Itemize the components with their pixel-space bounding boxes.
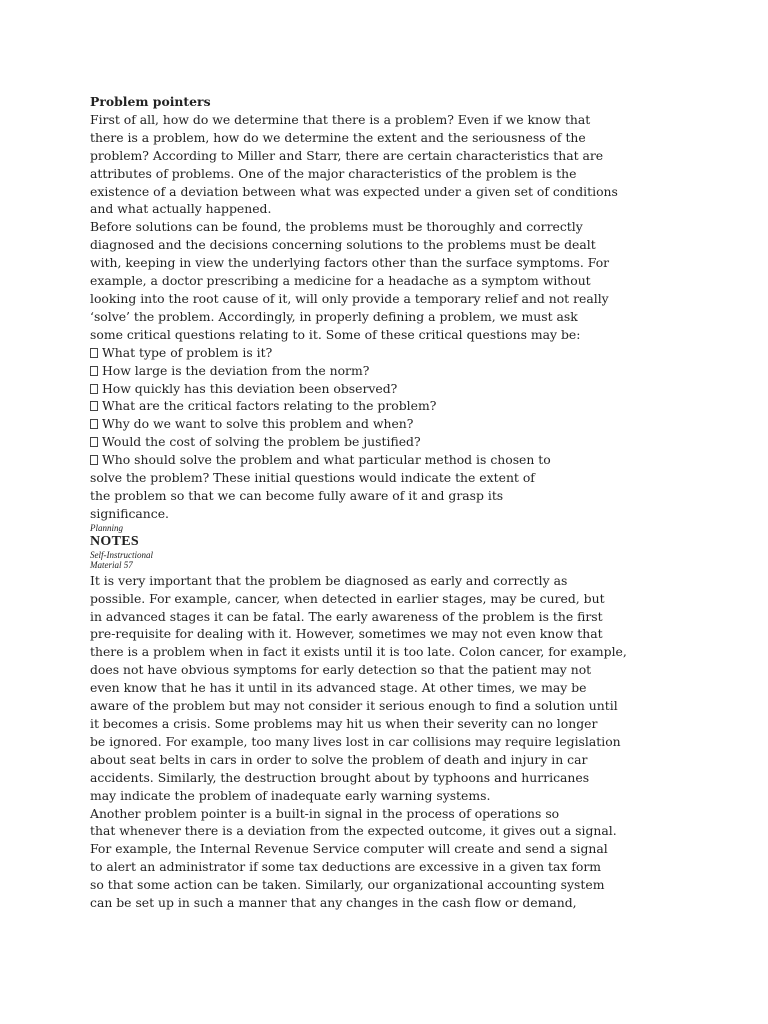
text-line: looking into the root cause of it, will only provide a temporary relief and not really [90, 290, 609, 306]
bullet-box-icon [90, 437, 98, 447]
bullet-box-icon [90, 348, 98, 358]
bullet-text: What type of problem is it? [102, 344, 273, 360]
text-line: may indicate the problem of inadequate early warning systems. [90, 787, 491, 803]
text-line: to alert an administrator if some tax deductions are excessive in a given tax form [90, 859, 602, 875]
bullet-item [90, 415, 610, 433]
bullet-item [90, 344, 610, 362]
bullet-text: How large is the deviation from the norm? [102, 362, 370, 378]
text-line: attributes of problems. One of the major characteristics of the problem is the [90, 165, 577, 181]
document-page [90, 93, 627, 912]
text-line: solve the problem? These initial questions would indicate the extent of [90, 470, 535, 486]
text-line: First of all, how do we determine that there is a problem? Even if we know that [90, 111, 591, 127]
text-line: there is a problem when in fact it exists until it is too late. Colon cancer, for example, [90, 644, 627, 660]
bullet-box-icon [90, 384, 98, 394]
self-instructional-label: Self-Instructional [90, 549, 153, 560]
bullet-box-icon [90, 455, 98, 465]
text-line: that whenever there is a deviation from the expected outcome, it gives out a signal. [90, 823, 617, 839]
section2-paragraphs [90, 572, 627, 912]
bullet-item [90, 397, 610, 415]
bullet-box-icon [90, 401, 98, 411]
text-line: can be set up in such a manner that any changes in the cash flow or demand, [90, 895, 577, 911]
critical-questions-list [90, 344, 610, 469]
bullet-item [90, 380, 610, 398]
section-heading: Problem pointers [90, 94, 211, 109]
text-line: Before solutions can be found, the problems must be thoroughly and correctly [90, 219, 583, 235]
text-line: aware of the problem but may not consider it serious enough to find a solution until [90, 698, 618, 714]
bullet-text: How quickly has this deviation been observed? [102, 380, 398, 396]
bullet-text: Would the cost of solving the problem be justified? [102, 434, 421, 450]
text-line: some critical questions relating to it. Some of these critical questions may be: [90, 326, 581, 342]
planning-label: Planning [90, 522, 123, 533]
text-line: even know that he has it until in its advanced stage. At other times, we may be [90, 680, 587, 696]
text-line: about seat belts in cars in order to solve the problem of death and injury in car [90, 751, 588, 767]
text-line: problem? According to Miller and Starr, there are certain characteristics that are [90, 147, 604, 163]
text-line: possible. For example, cancer, when detected in earlier stages, may be cured, but [90, 590, 605, 606]
text-line: be ignored. For example, too many lives lost in car collisions may require legislation [90, 733, 621, 749]
text-line: For example, the Internal Revenue Service computer will create and send a signal [90, 841, 608, 857]
text-line: the problem so that we can become fully aware of it and grasp its [90, 487, 504, 503]
text-line: so that some action can be taken. Similarly, our organizational accounting system [90, 877, 605, 893]
bullet-item [90, 433, 610, 451]
notes-label: NOTES [90, 533, 139, 549]
section1-paragraphs [90, 111, 618, 344]
margin-notes [90, 523, 610, 570]
text-line: ‘solve’ the problem. Accordingly, in properly defining a problem, we must ask [90, 308, 578, 324]
text-line: significance. [90, 505, 169, 521]
text-line: in advanced stages it can be fatal. The early awareness of the problem is the first [90, 608, 603, 624]
text-line: It is very important that the problem be diagnosed as early and correctly as [90, 572, 568, 588]
bullet-text: What are the critical factors relating to the problem? [102, 398, 437, 414]
bullet-box-icon [90, 366, 98, 376]
text-line: diagnosed and the decisions concerning solutions to the problems must be dealt [90, 237, 596, 253]
text-line: does not have obvious symptoms for early detection so that the patient may not [90, 662, 592, 678]
text-line: and what actually happened. [90, 201, 272, 217]
bullet-text: Why do we want to solve this problem and when? [102, 416, 414, 432]
text-line: there is a problem, how do we determine the extent and the seriousness of the [90, 129, 586, 145]
bullet-text: Who should solve the problem and what particular method is chosen to [102, 452, 551, 468]
text-line: it becomes a crisis. Some problems may hit us when their severity can no longer [90, 716, 598, 731]
material-page-label: Material 57 [90, 559, 133, 570]
text-line: with, keeping in view the underlying factors other than the surface symptoms. For [90, 255, 610, 271]
bullet-item [90, 362, 610, 380]
text-line: pre-requisite for dealing with it. However, sometimes we may not even know that [90, 626, 603, 642]
bullet-box-icon [90, 419, 98, 429]
text-line: example, a doctor prescribing a medicine for a headache as a symptom without [90, 273, 591, 289]
section1-closing-paragraph [90, 469, 610, 523]
text-line: accidents. Similarly, the destruction brought about by typhoons and hurricanes [90, 769, 590, 785]
text-line: Another problem pointer is a built-in signal in the process of operations so [90, 805, 560, 821]
text-line: existence of a deviation between what was expected under a given set of conditions [90, 183, 618, 199]
bullet-item [90, 451, 610, 469]
